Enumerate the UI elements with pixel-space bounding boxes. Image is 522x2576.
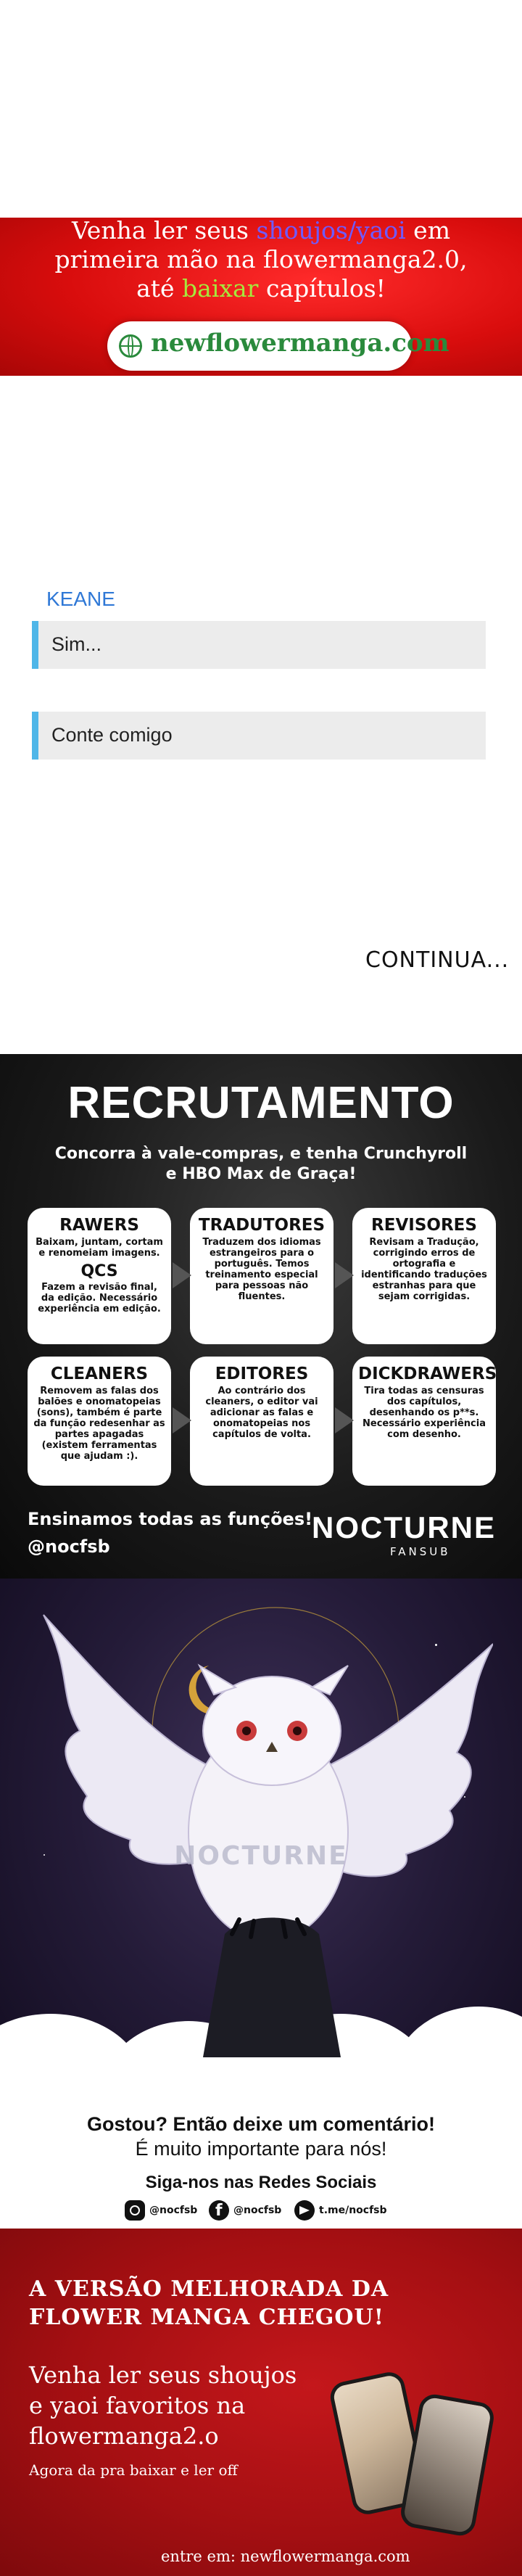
promo-note: Agora da pra baixar e ler off	[29, 2461, 238, 2479]
recruitment-subtitle: e HBO Max de Graça!	[165, 1165, 357, 1183]
comment-prompt: Gostou? Então deixe um comentário!	[86, 2113, 436, 2135]
brand-logo: NOCTURNE	[312, 1510, 496, 1544]
watermark: NOCTURNE	[174, 1841, 348, 1871]
role-description: Revisam a Tradução, corrigindo erros de ortografia e identificando traduções estranhas para que sejam corrigidas.	[361, 1237, 487, 1302]
ad-text: em	[405, 216, 450, 244]
role-title: DICKDRAWERS	[358, 1365, 497, 1383]
to-be-continued: CONTINUA...	[365, 947, 510, 973]
dialog-box	[32, 712, 486, 760]
social-handle: @nocfsb	[233, 2205, 282, 2216]
role-description: Removem as falas dos balões e onomatopeias (sons), também é parte da função redesenhar as partes apagadas (existem ferramentas que ajudam :).	[33, 1386, 165, 1462]
globe-icon	[119, 334, 142, 358]
site-link-button[interactable]	[107, 321, 450, 371]
role-title: QCS	[80, 1262, 118, 1280]
recruitment-teach-note: Ensinamos todas as funções!	[28, 1509, 313, 1529]
arrow-right-icon	[173, 1407, 191, 1433]
social-link-facebook[interactable]	[209, 2200, 281, 2221]
follow-heading: Siga-nos nas Redes Sociais	[145, 2173, 377, 2192]
promo-body: e yaoi favoritos na	[29, 2392, 246, 2419]
arrow-right-icon	[335, 1262, 354, 1288]
role-card-dickdrawers	[352, 1357, 496, 1486]
ad-highlight-genres: shoujos/yaoi	[256, 216, 406, 244]
promo-body: flowermanga2.o	[29, 2422, 219, 2450]
ad-highlight-download: baixar	[182, 274, 259, 303]
arrow-right-icon	[335, 1407, 354, 1433]
role-title: CLEANERS	[50, 1365, 149, 1383]
arrow-right-icon	[173, 1262, 191, 1288]
ad-line-1	[0, 216, 522, 244]
speaker-name: KEANE	[46, 588, 115, 610]
promo-site-link[interactable]: entre em: newflowermanga.com	[161, 2548, 410, 2565]
role-title: EDITORES	[215, 1365, 309, 1383]
dialog-text: Sim...	[51, 633, 102, 655]
role-description: Baixam, juntam, cortam e renomeiam imagens.	[36, 1237, 163, 1259]
telegram-icon	[294, 2200, 315, 2221]
role-description: Tira todas as censuras dos capítulos, desenhando os p**s. Necessário experiência com desenho.	[362, 1386, 486, 1440]
site-link-label: newflowermanga.com	[151, 329, 450, 358]
instagram-icon	[125, 2200, 145, 2221]
ad-text: capítulos!	[258, 274, 386, 303]
promo-headline: A VERSÃO MELHORADA DA	[29, 2276, 389, 2302]
ad-text: Venha ler seus	[71, 216, 257, 244]
role-title: REVISORES	[371, 1216, 477, 1235]
facebook-icon	[209, 2200, 229, 2221]
ad-line-2: primeira mão na flowermanga2.0,	[54, 245, 468, 273]
role-description: Fazem a revisão final, da edição. Necessário experiência em edição.	[38, 1282, 161, 1314]
brand-logo-sub: FANSUB	[390, 1545, 451, 1558]
social-link-telegram[interactable]	[294, 2200, 387, 2221]
role-card-editores	[190, 1357, 334, 1486]
social-link-instagram[interactable]	[125, 2200, 197, 2221]
recruitment-handle: @nocfsb	[28, 1536, 110, 1557]
promo-headline: FLOWER MANGA CHEGOU!	[29, 2305, 384, 2330]
social-handle: t.me/nocfsb	[319, 2205, 387, 2216]
role-card-cleaners	[28, 1357, 171, 1486]
role-card-rawers	[28, 1208, 171, 1344]
role-description: Ao contrário dos cleaners, o editor vai adicionar as falas e onomatopeias nos capítulos de volta.	[205, 1386, 318, 1440]
ad-text: até	[136, 274, 183, 303]
dialog-text: Conte comigo	[51, 724, 173, 746]
ad-line-3	[0, 274, 522, 303]
recruitment-subtitle: Concorra à vale-compras, e tenha Crunchyroll	[54, 1145, 468, 1163]
owl-illustration	[29, 1593, 493, 2057]
role-title: RAWERS	[59, 1216, 139, 1235]
social-handle: @nocfsb	[149, 2205, 198, 2216]
promo-body: Venha ler seus shoujos	[29, 2361, 297, 2389]
role-title: TRADUTORES	[198, 1216, 326, 1235]
role-card-tradutores	[190, 1208, 334, 1344]
recruitment-title: RECRUTAMENTO	[67, 1078, 455, 1128]
role-card-revisores	[352, 1208, 496, 1344]
comment-subtext: É muito importante para nós!	[135, 2138, 387, 2160]
dialog-box	[32, 621, 486, 669]
role-description: Traduzem dos idiomas estrangeiros para o português. Temos treinamento especial para pessoas não fluentes.	[202, 1237, 321, 1302]
